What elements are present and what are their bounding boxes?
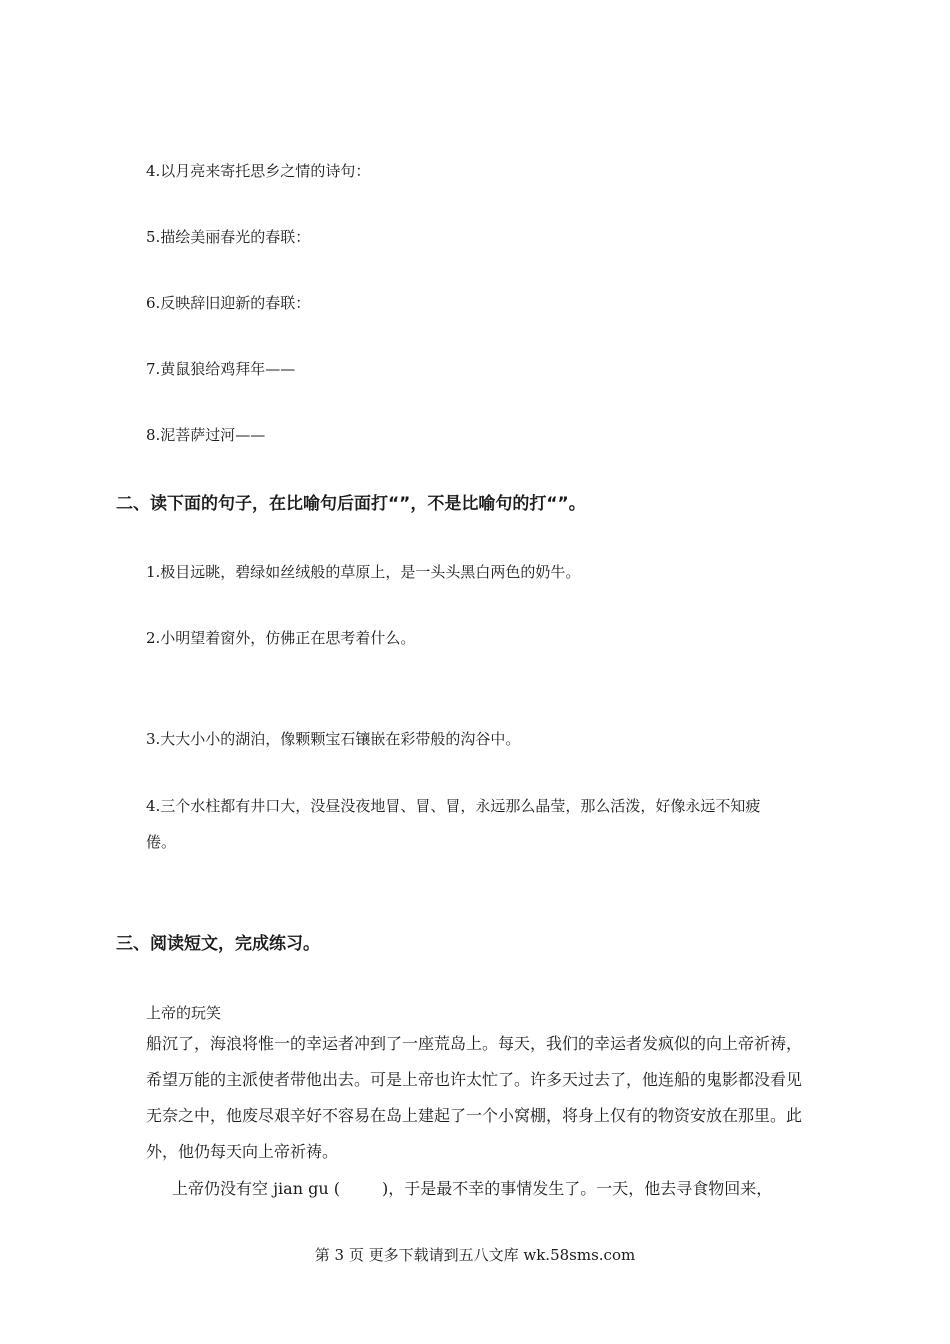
passage-line: 外，他仍每天向上帝祈祷。 [146, 1142, 339, 1161]
passage-title: 上帝的玩笑 [146, 1004, 222, 1022]
passage-line: 无奈之中，他废尽艰辛好不容易在岛上建起了一个小窝棚，将身上仅有的物资安放在那里。此 [146, 1106, 803, 1125]
passage-line: 希望万能的主派使者带他出去。可是上帝也许太忙了。许多天过去了，他连船的鬼影都没看见 [146, 1070, 803, 1089]
question-item: 8.泥菩萨过河—— [146, 426, 266, 444]
question-item: 2.小明望着窗外，仿佛正在思考着什么。 [146, 629, 416, 647]
question-item: 3.大大小小的湖泊，像颗颗宝石镶嵌在彩带般的沟谷中。 [146, 730, 521, 748]
page-footer: 第 3 页 更多下载请到五八文库 wk.58sms.com [314, 1246, 636, 1264]
section-heading: 二、读下面的句子，在比喻句后面打“”，不是比喻句的打“”。 [116, 494, 586, 514]
question-item: 6.反映辞旧迎新的春联： [146, 294, 311, 312]
question-item: 4.三个水柱都有井口大，没昼没夜地冒、冒、冒，永远那么晶莹，那么活泼，好像永远不知疲 [146, 797, 761, 815]
question-item: 1.极目远眺，碧绿如丝绒般的草原上，是一头头黑白两色的奶牛。 [146, 563, 581, 581]
question-item: 7.黄鼠狼给鸡拜年—— [146, 360, 296, 378]
passage-line: 船沉了，海浪将惟一的幸运者冲到了一座荒岛上。每天，我们的幸运者发疯似的向上帝祈祷， [146, 1034, 803, 1053]
question-item-continuation: 倦。 [146, 833, 177, 851]
question-item: 4.以月亮来寄托思乡之情的诗句： [146, 162, 371, 180]
section-heading: 三、阅读短文，完成练习。 [116, 934, 320, 954]
question-item: 5.描绘美丽春光的春联： [146, 228, 311, 246]
passage-text: 上帝仍没有空 jian gu ( [172, 1179, 340, 1198]
passage-line [172, 1178, 772, 1200]
passage-text: )，于是最不幸的事情发生了。一天，他去寻食物回来， [381, 1179, 773, 1198]
